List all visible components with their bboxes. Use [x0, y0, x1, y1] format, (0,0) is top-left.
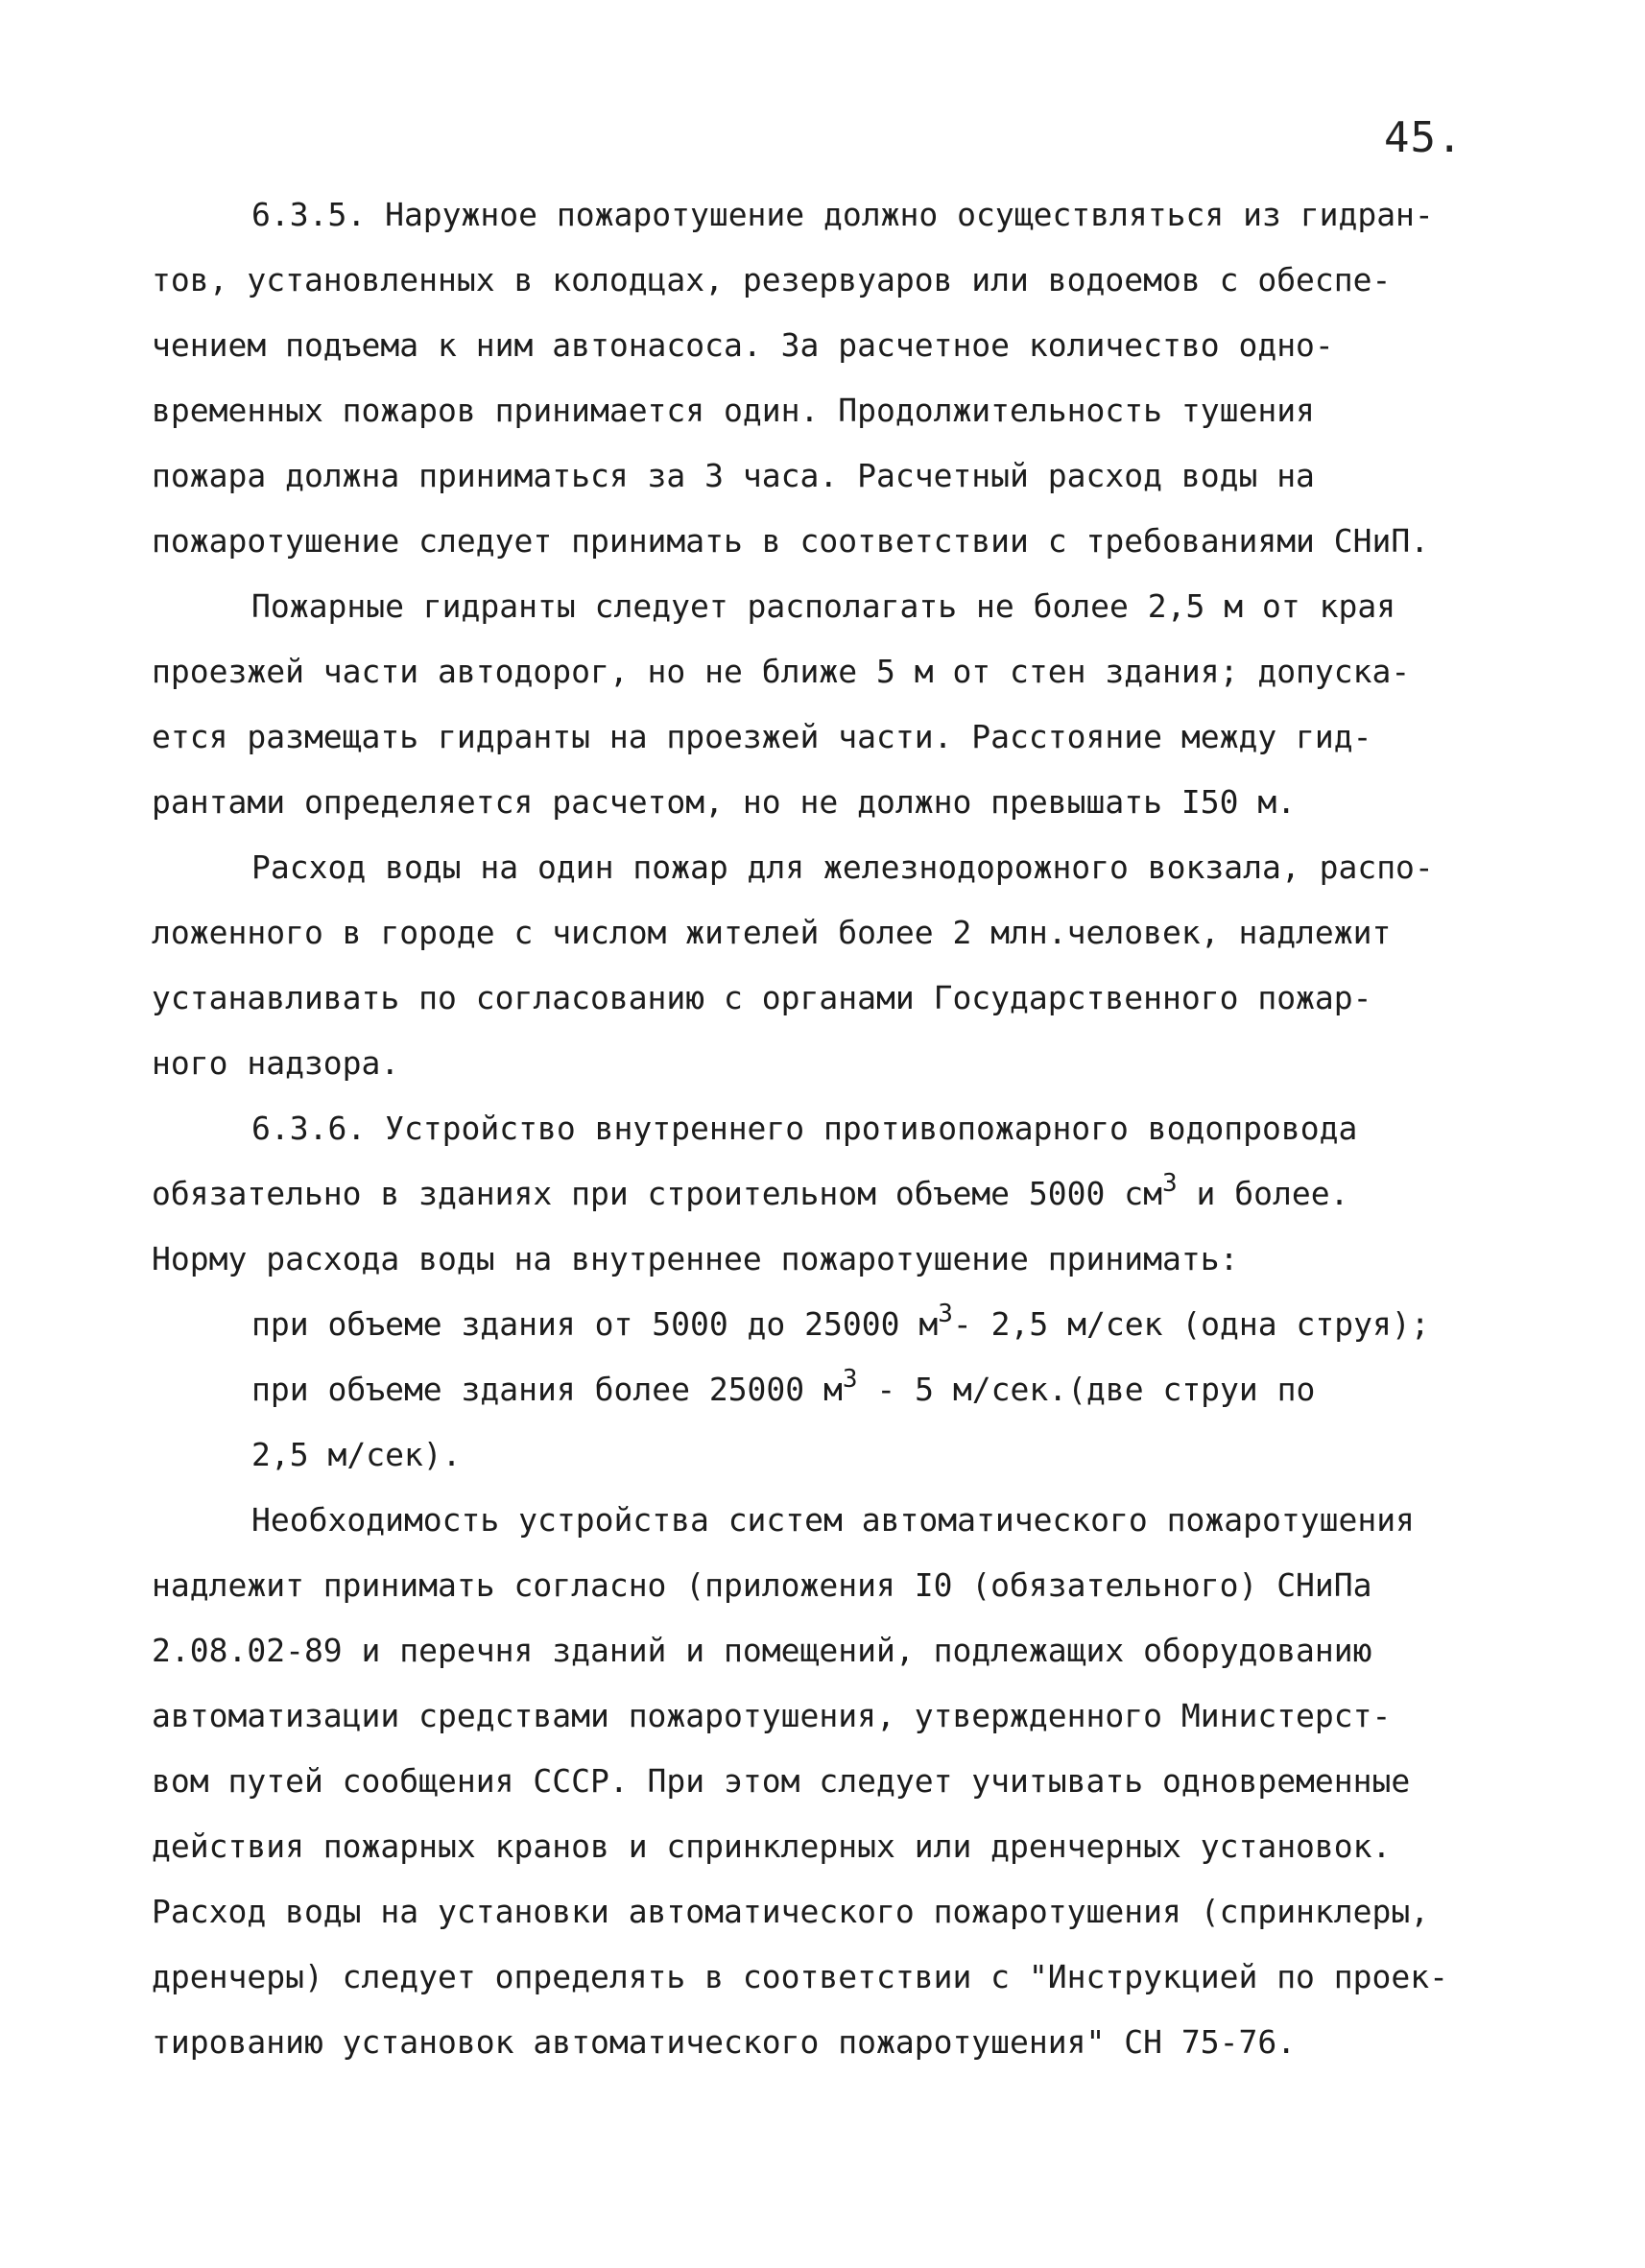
text-line [152, 1422, 1505, 1488]
text-line [152, 1814, 1505, 1879]
text-line-content: при объеме здания более 25000 м [251, 1371, 843, 1408]
superscript-exponent: 3 [938, 1300, 953, 1328]
text-line [152, 378, 1505, 443]
text-line-content: ложенного в городе с числом жителей более 2 млн.человек, надлежит [152, 914, 1392, 951]
text-line-content: автоматизации средствами пожаротушения, утвержденного Министерст- [152, 1697, 1392, 1734]
document-body [152, 182, 1505, 2075]
text-line [152, 443, 1505, 509]
text-line-content: Расход воды на установки автоматического пожаротушения (спринклеры, [152, 1893, 1430, 1930]
text-line [152, 574, 1505, 639]
text-line-content: пожара должна приниматься за 3 часа. Расчетный расход воды на [152, 457, 1315, 494]
text-line [152, 1683, 1505, 1749]
text-line-content: 6.3.5. Наружное пожаротушение должно осуществляться из гидран- [251, 196, 1434, 233]
text-line [152, 1945, 1505, 2010]
text-line-content: при объеме здания от 5000 до 25000 м [251, 1305, 939, 1343]
text-line [152, 900, 1505, 966]
text-line [152, 704, 1505, 770]
text-line [152, 1227, 1505, 1292]
superscript-exponent: 3 [842, 1365, 858, 1394]
text-line [152, 509, 1505, 574]
text-line-content: обязательно в зданиях при строительном объеме 5000 см [152, 1175, 1162, 1212]
text-line [152, 1161, 1505, 1227]
text-line [152, 313, 1505, 378]
text-line-continuation: - 2,5 м/сек (одна струя); [952, 1305, 1430, 1343]
text-line-content: Норму расхода воды на внутреннее пожаротушение принимать: [152, 1240, 1239, 1277]
text-line [152, 1031, 1505, 1096]
text-line [152, 966, 1505, 1031]
superscript-exponent: 3 [1162, 1169, 1178, 1198]
text-line-content: Пожарные гидранты следует располагать не более 2,5 м от края [251, 587, 1396, 625]
text-line-content: 6.3.6. Устройство внутреннего противопожарного водопровода [251, 1110, 1358, 1147]
text-line-content: вом путей сообщения СССР. При этом следует учитывать одновременные [152, 1762, 1411, 1800]
text-line-content: временных пожаров принимается один. Продолжительность тушения [152, 392, 1315, 429]
text-line-continuation: и более. [1177, 1175, 1349, 1212]
text-line [152, 1618, 1505, 1683]
text-line-content: проезжей части автодорог, но не ближе 5 м от стен здания; допуска- [152, 653, 1411, 690]
text-line-content: тированию установок автоматического пожаротушения" СН 75-76. [152, 2023, 1297, 2061]
text-line-content: Расход воды на один пожар для железнодорожного вокзала, распо- [251, 848, 1434, 886]
text-line [152, 2010, 1505, 2075]
text-line [152, 1292, 1505, 1357]
text-line [152, 248, 1505, 313]
text-line-content: надлежит принимать согласно (приложения I0 (обязательного) СНиПа [152, 1566, 1372, 1604]
text-line [152, 1749, 1505, 1814]
page-number: 45. [1384, 113, 1464, 162]
text-line-continuation: - 5 м/сек.(две струи по [857, 1371, 1316, 1408]
text-line [152, 1488, 1505, 1553]
text-line-content: ется размещать гидранты на проезжей части. Расстояние между гид- [152, 718, 1372, 755]
text-line-content: 2.08.02-89 и перечня зданий и помещений, подлежащих оборудованию [152, 1632, 1372, 1669]
text-line [152, 1879, 1505, 1945]
text-line [152, 835, 1505, 900]
text-line-content: тов, установленных в колодцах, резервуаров или водоемов с обеспе- [152, 261, 1392, 298]
text-line [152, 1553, 1505, 1618]
text-line [152, 770, 1505, 835]
text-line-content: чением подъема к ним автонасоса. За расчетное количество одно- [152, 326, 1334, 364]
text-line-content: действия пожарных кранов и спринклерных или дренчерных установок. [152, 1827, 1392, 1865]
text-line [152, 1096, 1505, 1161]
text-line [152, 1357, 1505, 1422]
text-line-content: 2,5 м/сек). [251, 1436, 462, 1473]
text-line-content: пожаротушение следует принимать в соответствии с требованиями СНиП. [152, 522, 1430, 560]
text-line [152, 182, 1505, 248]
text-line-content: дренчеры) следует определять в соответствии с "Инструкцией по проек- [152, 1958, 1449, 1995]
text-line-content: устанавливать по согласованию с органами Государственного пожар- [152, 979, 1372, 1016]
text-line-content: рантами определяется расчетом, но не должно превышать I50 м. [152, 783, 1297, 821]
text-line [152, 639, 1505, 704]
text-line-content: Необходимость устройства систем автоматического пожаротушения [251, 1501, 1415, 1539]
text-line-content: ного надзора. [152, 1044, 400, 1082]
